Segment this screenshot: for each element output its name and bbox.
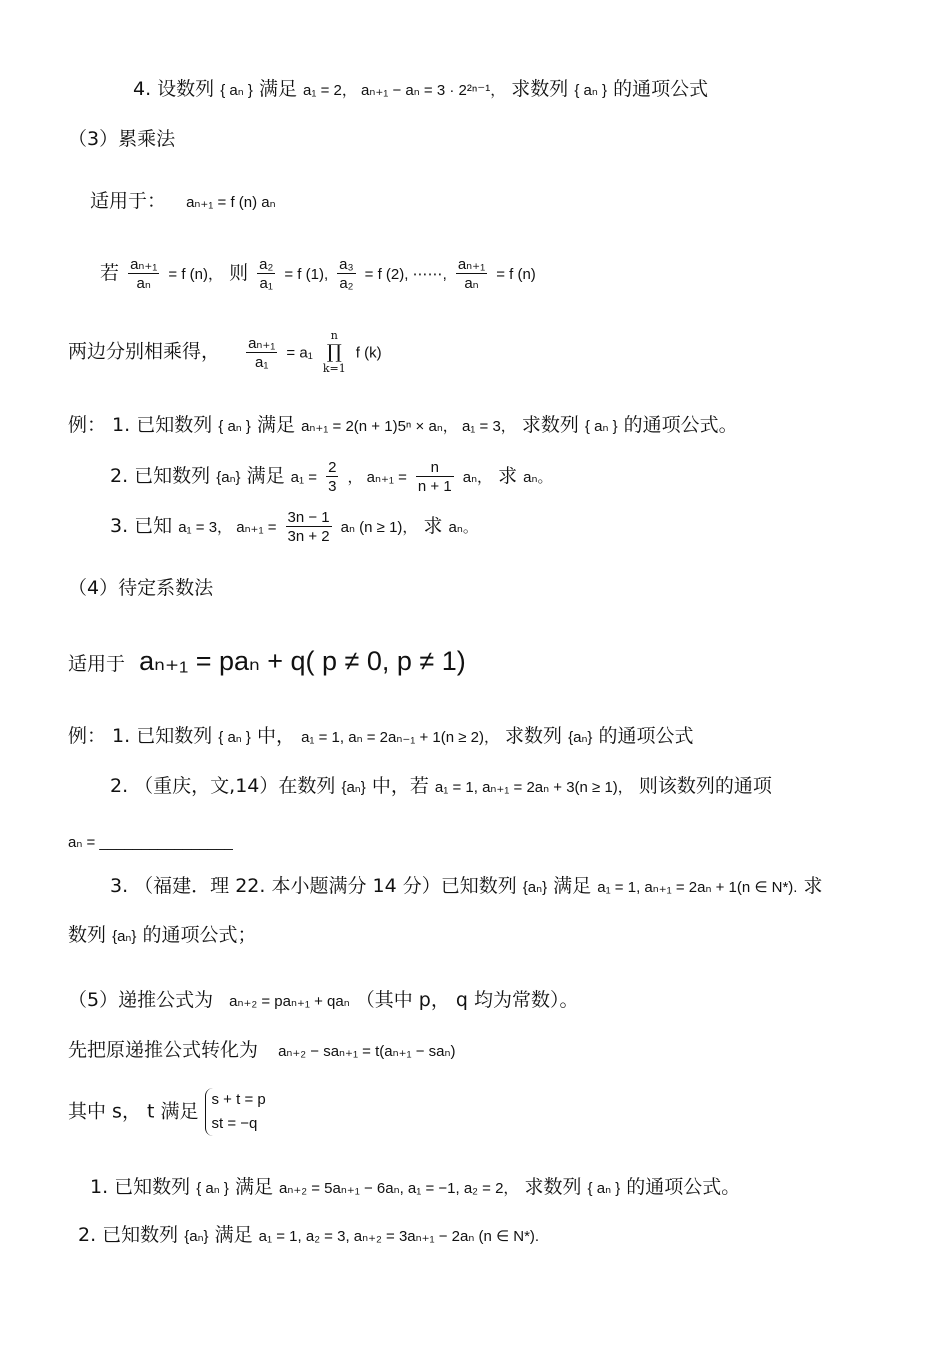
text: 的通项公式。: [626, 1176, 741, 1198]
text: 2. （重庆，文,14）在数列: [110, 775, 336, 797]
math: aₙ₊₁ = f (n) aₙ: [186, 194, 276, 211]
math: {aₙ}: [112, 928, 137, 945]
math: ， aₙ₊₁ =: [347, 469, 407, 486]
math: a₁ = 1, aₙ = 2aₙ₋₁ + 1(n ≥ 2)，: [301, 729, 499, 746]
math: { aₙ }: [584, 418, 618, 435]
text: 2. 已知数列: [110, 465, 211, 487]
ratio-line: [100, 257, 536, 291]
math: aₙ₊₂ = paₙ₊₁ + qaₙ: [229, 993, 350, 1010]
text: 求数列: [505, 725, 563, 747]
product-symbol: n ∏ k=1: [322, 329, 346, 375]
math: aₙ₊₂ − saₙ₊₁ = t(aₙ₊₁ − saₙ): [278, 1043, 456, 1060]
text: 则: [229, 262, 249, 284]
equation: st = −q: [211, 1115, 258, 1132]
fraction: $\frac{n}{n + 1}$: [417, 459, 452, 495]
text: 求: [803, 875, 823, 897]
fraction: $\frac{\text{aₙ₊₁}}{\text{a₁}}$: [248, 334, 276, 371]
text: 其中 s， t 满足: [68, 1100, 199, 1123]
math: aₙ，: [462, 469, 493, 486]
text: 适用于：: [90, 190, 167, 212]
transform-line: [68, 1041, 455, 1060]
math: = f (n)，: [168, 266, 224, 283]
equation: s + t = p: [211, 1091, 266, 1108]
math: {aₙ}: [216, 469, 241, 486]
text: 例： 1. 已知数列: [68, 414, 213, 436]
text: 求: [423, 515, 443, 537]
math: {aₙ}: [568, 729, 593, 746]
example-1-line: [68, 416, 738, 435]
text: （5）递推公式为: [68, 989, 214, 1011]
math: { aₙ }: [218, 418, 251, 435]
example-5-2-line: [78, 1226, 539, 1245]
math: = f (n): [496, 266, 536, 283]
text: 3. （福建．理 22. 本小题满分 14 分）已知数列: [110, 875, 517, 897]
text: （其中 p， q 均为常数）。: [355, 989, 579, 1011]
math: { aₙ }: [220, 82, 253, 99]
example-4-3-line: [110, 877, 823, 896]
text: 3. 已知: [110, 515, 173, 537]
math: { aₙ }: [574, 82, 608, 99]
text: 满足: [246, 465, 285, 487]
text: 求: [498, 465, 518, 487]
text: 适用于: [68, 653, 126, 675]
fraction: $\frac{\text{a₂}}{\text{a₁}}$: [259, 256, 274, 292]
example-4-1-line: [68, 727, 694, 746]
math: aₙ (n ≥ 1)，: [340, 519, 418, 536]
example-2-line: [110, 460, 553, 494]
math: f (k): [355, 344, 382, 362]
text: 满足: [234, 1176, 273, 1198]
fraction: $\frac{\text{a₃}}{\text{a₂}}$: [339, 256, 354, 292]
answer-blank: [68, 832, 233, 851]
text: 满足: [257, 414, 296, 436]
text: 先把原递推公式转化为: [68, 1039, 259, 1061]
text: 数列: [68, 924, 107, 946]
text: 中，若: [371, 775, 429, 797]
fraction: $\frac{\text{aₙ₊₁}}{\text{aₙ}}$: [130, 256, 158, 292]
math: = f (1),: [284, 266, 329, 283]
equation-system: [205, 1088, 266, 1136]
math: a₁ = 2， aₙ₊₁ − aₙ = 3 · 2²ⁿ⁻¹，: [303, 82, 506, 99]
text: 4. 设数列: [133, 78, 215, 100]
section-5-heading: [68, 991, 579, 1010]
math: { aₙ }: [196, 1180, 229, 1197]
example-3-line: [110, 510, 478, 544]
text: 例： 1. 已知数列: [68, 725, 213, 747]
text: 求数列: [521, 414, 579, 436]
math: = a₁: [286, 344, 313, 362]
example-5-1-line: [90, 1178, 740, 1197]
fraction: $\frac{3n - 1}{3n + 2}$: [287, 509, 330, 545]
math: aₙ₊₂ = 5aₙ₊₁ − 6aₙ, a₁ = −1, a₂ = 2，: [279, 1180, 519, 1197]
math: aₙ₊₁ = 2(n + 1)5ⁿ × aₙ， a₁ = 3，: [301, 418, 516, 435]
text: 则该数列的通项: [638, 775, 772, 797]
math: a₁ =: [290, 469, 318, 486]
text: 的通项公式；: [142, 924, 257, 946]
text: 满足: [214, 1224, 253, 1246]
text: 满足: [258, 78, 297, 100]
text: 求数列: [524, 1176, 582, 1198]
math: {aₙ}: [341, 779, 366, 796]
text: 的通项公式: [598, 725, 694, 747]
section-4-heading: （4）待定系数法: [68, 577, 214, 599]
math: aₙ = ________________: [68, 834, 233, 851]
math: a₁ = 3， aₙ₊₁ =: [178, 519, 277, 536]
fraction: $\frac{\text{aₙ₊₁}}{\text{aₙ}}$: [457, 256, 486, 292]
condition-line: [68, 1088, 266, 1136]
text: 1. 已知数列: [90, 1176, 191, 1198]
text: 2. 已知数列: [78, 1224, 179, 1246]
text: 求数列: [511, 78, 569, 100]
fraction: $\frac{2}{3}$: [328, 459, 337, 495]
text: 中，: [257, 725, 296, 747]
example-4-3-cont: [68, 926, 256, 945]
math: { aₙ }: [218, 729, 251, 746]
text: 的通项公式: [613, 78, 709, 100]
problem-4-line: [133, 80, 708, 99]
text: 满足: [553, 875, 592, 897]
math: a₁ = 1, aₙ₊₁ = 2aₙ + 1(n ∈ N*).: [597, 879, 798, 896]
math: {aₙ}: [184, 1228, 209, 1245]
text: 若: [100, 262, 120, 284]
section-3-heading: （3）累乘法: [68, 128, 176, 150]
math: = f (2), ⋯⋯,: [364, 266, 447, 283]
text: 的通项公式。: [623, 414, 738, 436]
applicable-line-2: [68, 648, 466, 675]
example-4-2-line: [110, 777, 772, 796]
math: a₁ = 1, aₙ₊₁ = 2aₙ + 3(n ≥ 1)，: [434, 779, 633, 796]
math: aₙ。: [523, 469, 553, 486]
math: a₁ = 1, a₂ = 3, aₙ₊₂ = 3aₙ₊₁ − 2aₙ (n ∈ N*).: [258, 1228, 540, 1245]
math: {aₙ}: [522, 879, 548, 896]
math: aₙ₊₁ = paₙ + q( p ≠ 0, p ≠ 1): [139, 646, 466, 676]
math: { aₙ }: [587, 1180, 621, 1197]
math: aₙ。: [448, 519, 478, 536]
product-line: [68, 330, 382, 375]
text: 两边分别相乘得，: [68, 340, 221, 363]
applicable-line: [90, 192, 276, 211]
